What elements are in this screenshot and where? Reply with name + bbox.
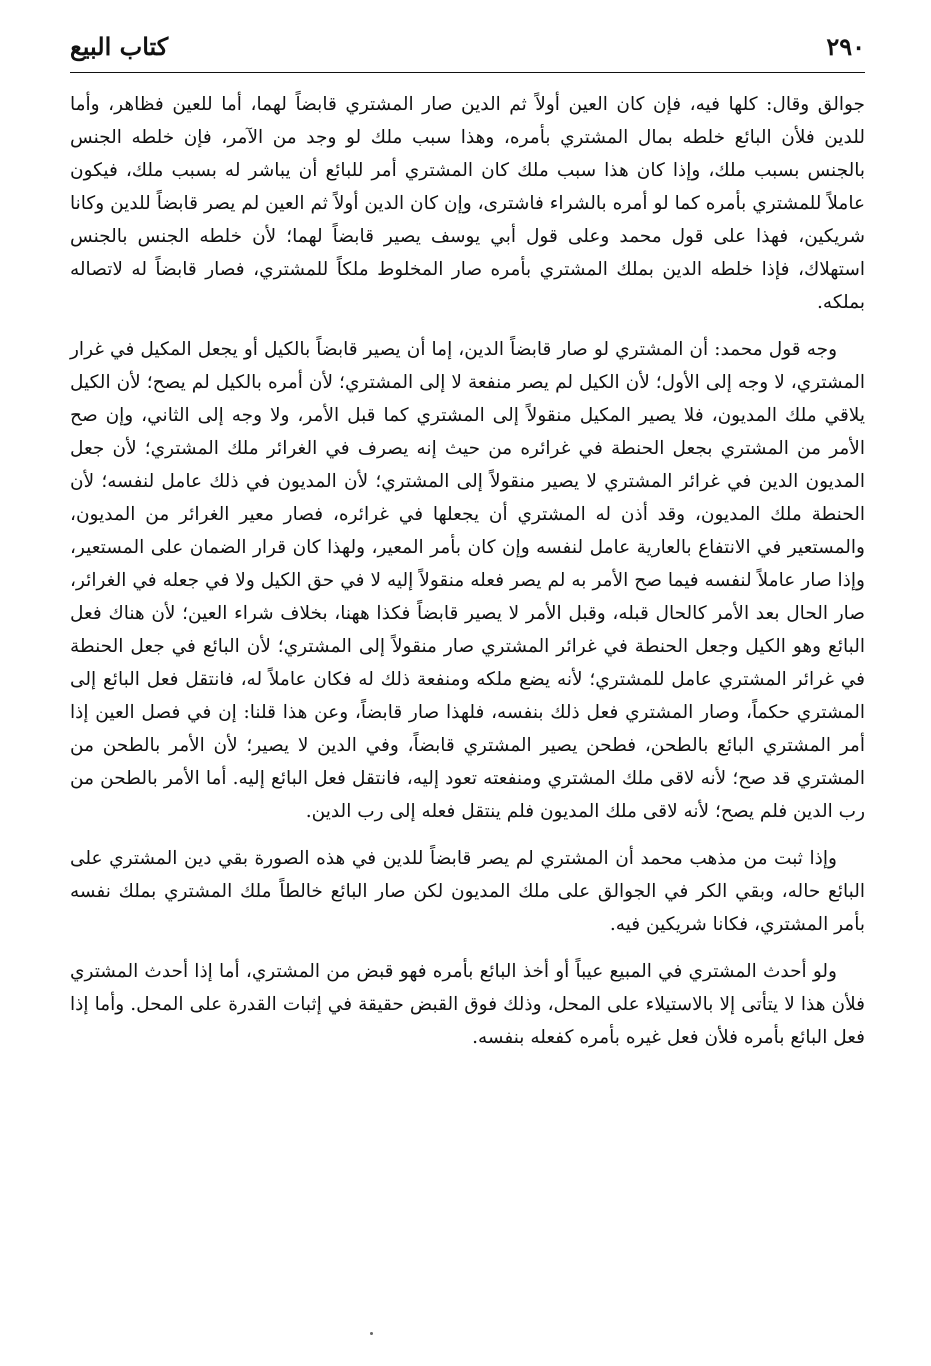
paragraph-2: وجه قول محمد: أن المشتري لو صار قابضاً الدين، إما أن يصير قابضاً بالكيل أو يجعل المكيل في غرار المشتري، لا وجه إلى الأول؛ لأن الكيل لم يصر منفعة لا إلى المشتري؛ لأن أمره بالكيل لم يصح؛ لأن الكيل يلاقي ملك المديون، فلا يصير المكيل منقولاً إلى المشتري كما قبل الأمر، ولا وجه إلى الثاني، وإن صح الأمر من المشتري بجعل الحنطة في غرائره من حيث إنه يصرف في الغرائر ملك المشتري؛ لأن جعل المديون الدين في غرائر المشتري لا يصير منقولاً إلى المشتري؛ لأن المديون في ذلك عامل لنفسه؛ لأن الحنطة ملك المديون، وقد أذن له المشتري أن يجعلها في غرائره، فصار معير الغرائر من المديون، والمستعير في الانتفاع بالعارية عامل لنفسه وإن كان بأمر المعير، ولهذا كان قرار الضمان على المستعير، وإذا صار عاملاً لنفسه فيما صح الأمر به لم يصر فعله منقولاً إليه لا في حق الكيل ولا في جعله في الغرائر، صار الحال بعد الأمر كالحال قبله، وقبل الأمر لا يصير قابضاً فكذا ههنا، بخلاف شراء العين؛ لأن هناك فعل البائع وهو الكيل وجعل الحنطة في غرائر المشتري صار منقولاً إلى المشتري؛ لأن البائع في جعل الحنطة في غرائر المشتري عامل للمشتري؛ لأنه يضع ملكه ومنفعة ذلك له فكان عاملاً له، فانتقل فعل البائع إلى المشتري حكماً، وصار المشتري فعل ذلك بنفسه، فلهذا صار قابضاً، وعن هذا قلنا: إن في فصل العين إذا أمر المشتري البائع بالطحن، فطحن يصير المشتري قابضاً، وفي الدين لا يصير؛ لأن الأمر بالطحن من المشتري قد صح؛ لأنه لاقى ملك المشتري ومنفعته تعود إليه، فانتقل فعل البائع إليه. أما الأمر بالطحن من رب الدين فلم يصح؛ لأنه لاقى ملك المديون فلم ينتقل فعله إلى رب الدين. xyxy=(70,339,865,822)
scan-speck xyxy=(370,1332,373,1335)
paragraph-4: ولو أحدث المشتري في المبيع عيباً أو أخذ البائع بأمره فهو قبض من المشتري، أما إذا أحدث المشتري فلأن هذا لا يتأتى إلا بالاستيلاء على المحل، وذلك فوق القبض حقيقة في إثبات القدرة على المحل. وأما إذا فعل البائع بأمره فلأن فعل غيره بأمره كفعله بنفسه. xyxy=(70,961,865,1048)
body-text xyxy=(70,88,865,1068)
header-rule xyxy=(70,72,865,73)
page-number: ٢٩٠ xyxy=(826,32,865,61)
paragraph-3: وإذا ثبت من مذهب محمد أن المشتري لم يصر قابضاً للدين في هذه الصورة بقي دين المشتري على البائع حاله، وبقي الكر في الجوالق على ملك المديون لكن صار البائع خالطاً ملك المشتري بملك نفسه بأمر المشتري، فكانا شريكين فيه. xyxy=(70,848,865,935)
paragraph-1: جوالق وقال: كلها فيه، فإن كان العين أولاً ثم الدين صار المشتري قابضاً لهما، أما للعين فظاهر، وأما للدين فلأن البائع خلطه بمال المشتري بأمره، وهذا سبب ملك لو وجد من الآمر، فإن خلطه الجنس بالجنس بسبب ملك، وإذا كان هذا سبب ملك كان المشتري أمر للبائع أن يباشر له بسبب ملك، فيكون عاملاً للمشتري بأمره كما لو أمره بالشراء فاشترى، وإن كان الدين أولاً ثم العين لم يصر قابضاً للدين وكانا شريكين، فهذا على قول محمد وعلى قول أبي يوسف يصير قابضاً لهما؛ لأن خلطه الجنس بالجنس استهلاك، فإذا خلطه الدين بملك المشتري بأمره صار المخلوط ملكاً للمشتري، فصار قابضاً له لاتصاله بملكه. xyxy=(70,94,865,313)
running-title: كتاب البيع xyxy=(70,32,169,61)
book-page xyxy=(70,32,865,1352)
page-header xyxy=(70,32,865,70)
